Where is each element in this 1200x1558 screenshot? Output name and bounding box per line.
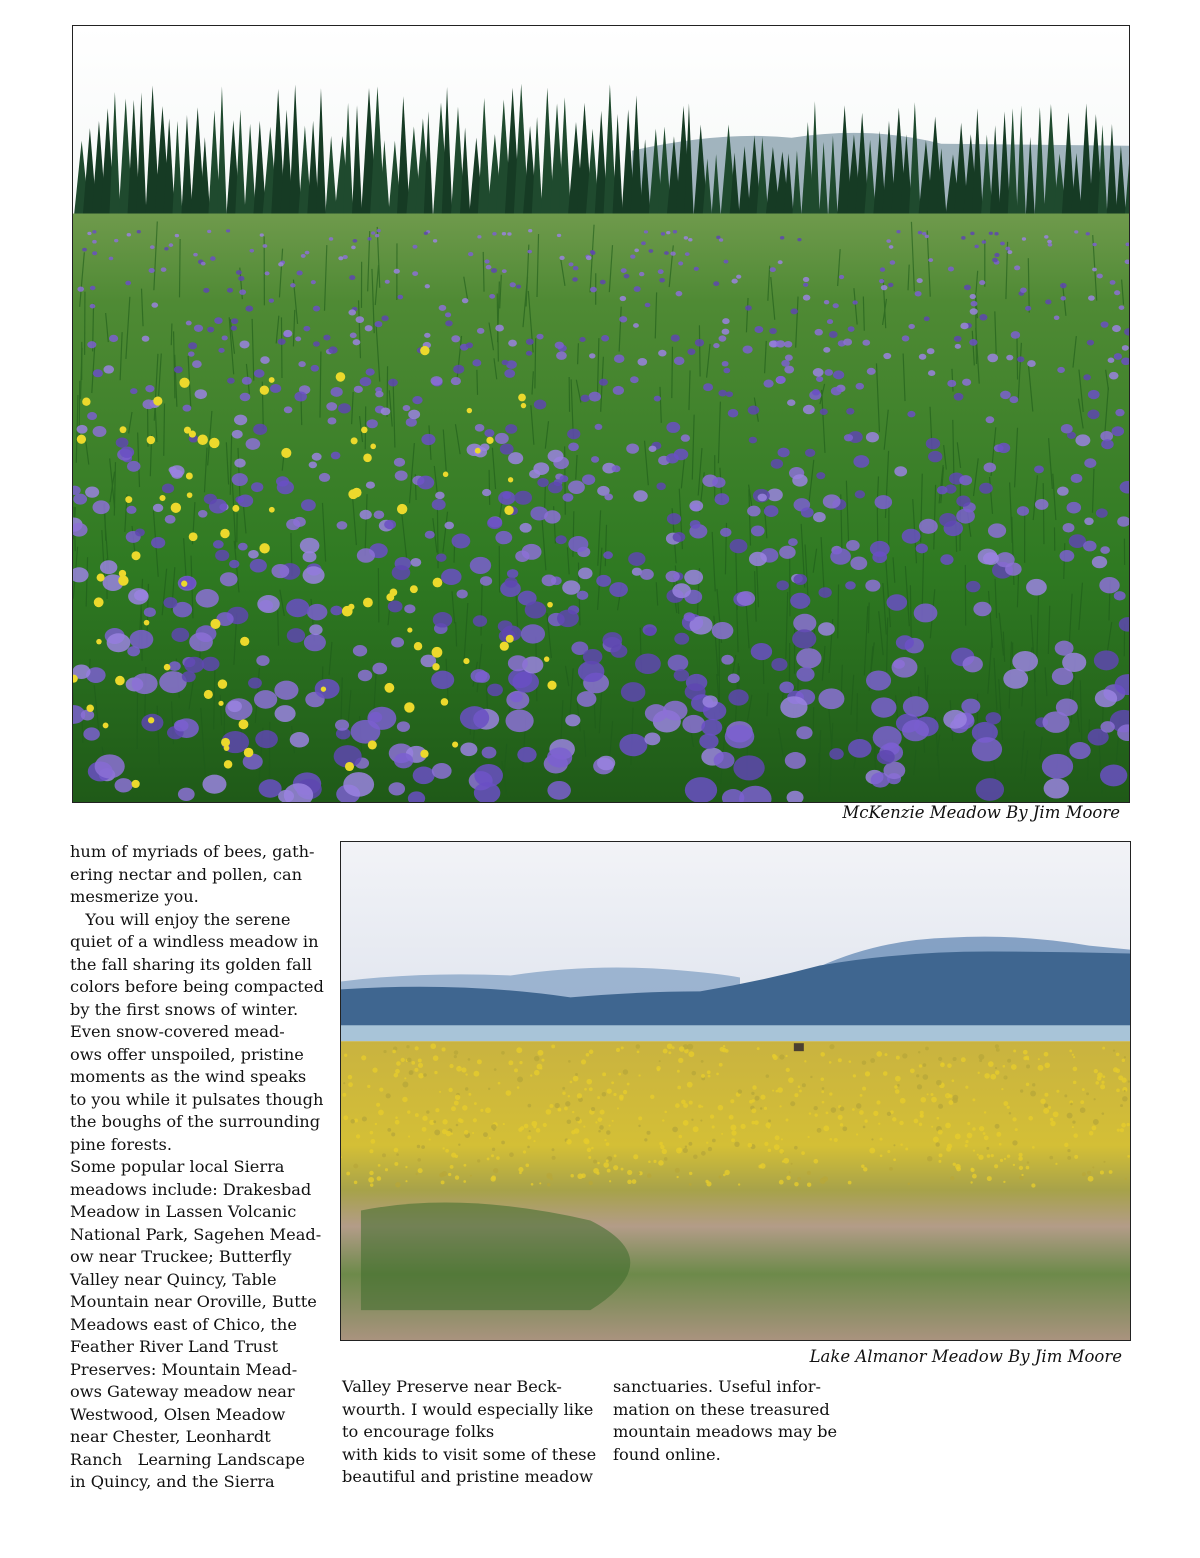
text-line: sanctuaries. Useful infor- — [613, 1377, 821, 1396]
text-line: Valley near Quincy, Table — [70, 1269, 277, 1289]
text-line: Meadows east of Chico, the — [70, 1314, 297, 1334]
text-line: found online. — [613, 1444, 721, 1464]
mckenzie-meadow-photo — [72, 25, 1130, 803]
text-line: pine forests. — [70, 1134, 173, 1154]
meadow-wildflowers-image — [73, 26, 1129, 802]
text-line: ows offer unspoiled, pristine — [70, 1044, 304, 1064]
text-line: Ranch Learning Landscape — [70, 1449, 305, 1469]
text-line: Valley Preserve near Beck- — [342, 1377, 562, 1396]
photo-caption-bottom: Lake Almanor Meadow By Jim Moore — [809, 1347, 1122, 1366]
text-line: Some popular local Sierra — [70, 1157, 285, 1176]
text-line: beautiful and pristine meadow — [342, 1467, 593, 1486]
text-column-right — [613, 1376, 853, 1466]
text-line: Mountain near Oroville, Butte — [70, 1292, 317, 1311]
text-line: in Quincy, and the Sierra — [70, 1472, 275, 1491]
text-line: the fall sharing its golden fall — [70, 954, 312, 974]
text-line: mation on these treasured — [613, 1399, 830, 1419]
photo-caption-top: McKenzie Meadow By Jim Moore — [842, 803, 1120, 822]
text-line: colors before being compacted — [70, 977, 324, 996]
text-line: wourth. I would especially like — [342, 1399, 594, 1419]
text-line: mesmerize you. — [70, 887, 199, 906]
lake-meadow-image — [341, 842, 1130, 1340]
text-line: ering nectar and pollen, can — [70, 864, 303, 884]
text-line: to encourage folks — [342, 1422, 495, 1441]
lake-almanor-meadow-photo — [340, 841, 1131, 1341]
text-line: the boughs of the surrounding — [70, 1112, 321, 1131]
text-line: You will enjoy the serene — [70, 909, 291, 929]
text-line: by the first snows of winter. — [70, 999, 299, 1019]
text-line: moments as the wind speaks — [70, 1067, 307, 1086]
text-line: ow near Truckee; Butterfly — [70, 1247, 292, 1266]
text-line: Feather River Land Trust — [70, 1337, 279, 1356]
text-column-middle — [342, 1376, 597, 1489]
text-line: quiet of a windless meadow in — [70, 932, 319, 951]
text-line: near Chester, Leonhardt — [70, 1427, 271, 1446]
text-line: ows Gateway meadow near — [70, 1382, 295, 1401]
text-line: mountain meadows may be — [613, 1422, 838, 1441]
text-line: Even snow-covered mead- — [70, 1022, 285, 1041]
text-line: Meadow in Lassen Volcanic — [70, 1202, 297, 1221]
text-line: hum of myriads of bees, gath- — [70, 842, 315, 861]
text-line: National Park, Sagehen Mead- — [70, 1224, 322, 1244]
text-column-left — [70, 841, 332, 1494]
text-line: Westwood, Olsen Meadow — [70, 1404, 286, 1424]
text-line: meadows include: Drakesbad — [70, 1179, 312, 1199]
text-line: to you while it pulsates though — [70, 1089, 324, 1109]
text-line: Preserves: Mountain Mead- — [70, 1359, 298, 1379]
text-line: with kids to visit some of these — [342, 1444, 597, 1464]
